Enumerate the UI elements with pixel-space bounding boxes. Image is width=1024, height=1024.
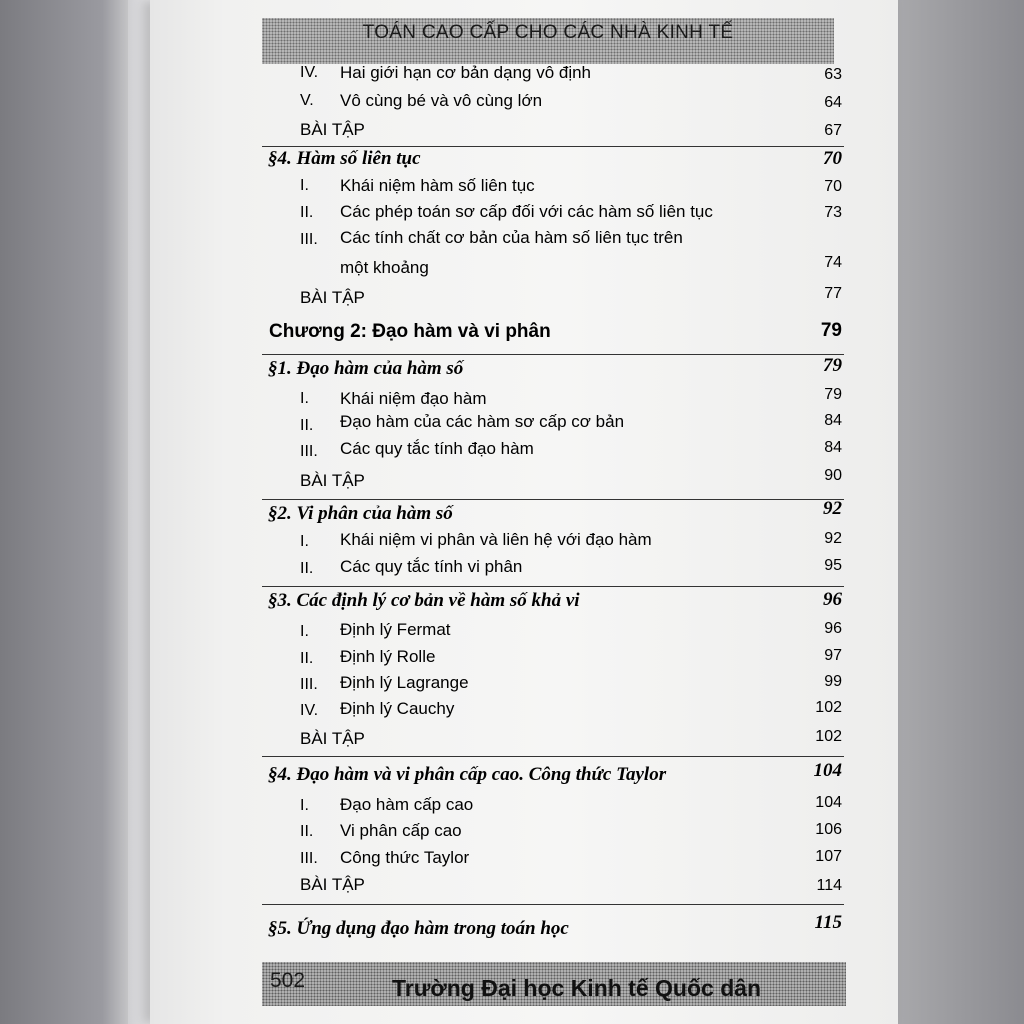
toc-roman: II. — [300, 823, 314, 840]
toc-roman: I. — [300, 390, 309, 407]
chapter-title: Chương 2: Đạo hàm và vi phân — [269, 321, 551, 342]
toc-entry: Định lý Cauchy — [340, 699, 455, 718]
toc-roman: II. — [300, 204, 314, 221]
section-page: 70 — [823, 148, 842, 169]
toc-exercises: BÀI TẬP — [300, 471, 365, 490]
toc-roman: I. — [300, 623, 309, 640]
toc-page: 67 — [824, 122, 842, 139]
toc-entry: Định lý Rolle — [340, 647, 436, 666]
toc-roman: III. — [300, 231, 318, 248]
toc-entry: Đạo hàm cấp cao — [340, 795, 474, 814]
toc-page: 84 — [824, 412, 842, 429]
toc-page: 102 — [815, 728, 842, 745]
toc-entry: Khái niệm vi phân và liên hệ với đạo hàm — [340, 530, 652, 549]
toc-roman: I. — [300, 177, 309, 194]
section-page: 104 — [813, 760, 842, 781]
section-title: §3. Các định lý cơ bản về hàm số khả vi — [268, 590, 580, 611]
toc-page: 95 — [824, 557, 842, 574]
toc-page: 79 — [824, 386, 842, 403]
section-page: 115 — [814, 912, 842, 933]
section-page: 92 — [823, 498, 842, 519]
section-rule — [262, 354, 844, 355]
toc-entry: Hai giới hạn cơ bản dạng vô định — [340, 63, 592, 82]
toc-page: 74 — [824, 254, 842, 271]
toc-roman: IV. — [300, 702, 319, 719]
toc-roman: II. — [300, 560, 314, 577]
toc-page: 96 — [824, 620, 842, 637]
page-number: 502 — [270, 969, 306, 992]
publisher-footer: Trường Đại học Kinh tế Quốc dân — [392, 975, 762, 1001]
toc-page: 70 — [824, 178, 842, 195]
toc-entry: Các quy tắc tính vi phân — [340, 557, 523, 576]
toc-page: 64 — [824, 94, 842, 111]
toc-entry: Đạo hàm của các hàm sơ cấp cơ bản — [340, 412, 625, 431]
toc-exercises: BÀI TẬP — [300, 875, 365, 894]
section-title: §2. Vi phân của hàm số — [268, 503, 453, 524]
toc-page: 73 — [824, 204, 842, 221]
section-rule — [262, 904, 844, 905]
toc-page: 90 — [824, 467, 842, 484]
section-rule — [262, 586, 844, 587]
toc-roman: II. — [300, 650, 314, 667]
section-rule — [262, 756, 844, 757]
toc-entry: Các tính chất cơ bản của hàm số liên tục trên — [340, 228, 683, 247]
toc-entry: Khái niệm đạo hàm — [340, 389, 487, 408]
toc-page: 84 — [824, 439, 842, 456]
section-title: §4. Hàm số liên tục — [268, 148, 421, 169]
toc-page: 92 — [824, 530, 842, 547]
section-page: 96 — [823, 589, 842, 610]
toc-page: 99 — [824, 673, 842, 690]
section-page: 79 — [823, 355, 842, 376]
toc-page: 104 — [815, 794, 842, 811]
toc-roman: IV. — [300, 64, 319, 81]
toc-roman: V. — [300, 92, 314, 109]
toc-exercises: BÀI TẬP — [300, 288, 365, 307]
toc-roman: III. — [300, 443, 318, 460]
toc-page: 63 — [824, 66, 842, 83]
section-rule — [262, 146, 844, 147]
toc-page: 106 — [815, 821, 842, 838]
toc-roman: I. — [300, 533, 309, 550]
toc-page: 114 — [816, 877, 842, 894]
toc-entry: Vô cùng bé và vô cùng lớn — [340, 91, 543, 110]
toc-roman: III. — [300, 850, 318, 867]
toc-exercises: BÀI TẬP — [300, 120, 365, 139]
running-header: TOÁN CAO CẤP CHO CÁC NHÀ KINH TẾ — [362, 22, 734, 43]
toc-entry: Các quy tắc tính đạo hàm — [340, 439, 534, 458]
toc-entry: Khái niệm hàm số liên tục — [340, 176, 535, 195]
toc-entry-continued: một khoảng — [340, 258, 429, 277]
toc-roman: II. — [300, 417, 314, 434]
toc-entry: Định lý Fermat — [340, 620, 451, 639]
toc-entry: Công thức Taylor — [340, 848, 470, 867]
section-title: §5. Ứng dụng đạo hàm trong toán học — [268, 918, 569, 939]
toc-exercises: BÀI TẬP — [300, 729, 365, 748]
toc-page: 107 — [815, 848, 842, 865]
section-title: §4. Đạo hàm và vi phân cấp cao. Công thức Taylor — [268, 764, 667, 785]
toc-entry: Các phép toán sơ cấp đối với các hàm số liên tục — [340, 202, 713, 221]
toc-page: 102 — [815, 699, 842, 716]
toc-page: 77 — [824, 285, 842, 302]
section-title: §1. Đạo hàm của hàm số — [268, 358, 464, 379]
toc-page: 97 — [824, 647, 842, 664]
toc-entry: Vi phân cấp cao — [340, 821, 462, 840]
toc-roman: I. — [300, 797, 309, 814]
toc-roman: III. — [300, 676, 318, 693]
section-rule — [262, 499, 844, 500]
chapter-page: 79 — [820, 320, 842, 341]
toc-entry: Định lý Lagrange — [340, 673, 469, 692]
